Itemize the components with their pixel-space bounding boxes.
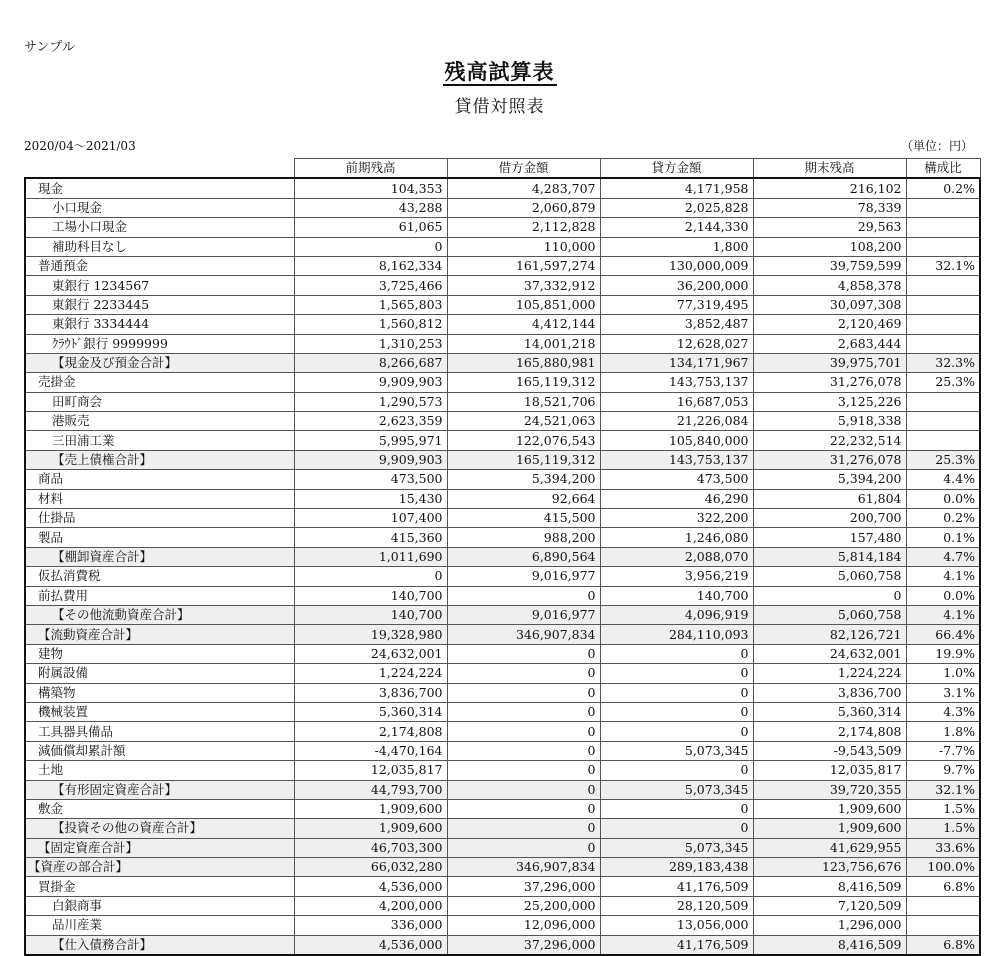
table-row <box>25 412 980 431</box>
table-row <box>25 916 980 935</box>
debit-cell: 0 <box>447 644 600 663</box>
ratio-cell: 4.4% <box>906 470 980 489</box>
prev-balance-cell: 1,909,600 <box>294 819 447 838</box>
company-name: サンプル <box>24 40 75 55</box>
subtotal-row <box>25 605 980 624</box>
prev-balance-cell: 5,360,314 <box>294 702 447 721</box>
account-cell: 白銀商事 <box>25 896 294 915</box>
ratio-cell <box>906 896 980 915</box>
end-balance-cell: 108,200 <box>753 237 906 256</box>
debit-cell: 2,112,828 <box>447 218 600 237</box>
account-cell: 補助科目なし <box>25 237 294 256</box>
ratio-cell: 3.1% <box>906 683 980 702</box>
table-row <box>25 567 980 586</box>
table-row <box>25 198 980 217</box>
ratio-cell: 6.8% <box>906 935 980 955</box>
credit-cell: 0 <box>600 644 753 663</box>
ratio-cell: 32.1% <box>906 780 980 799</box>
account-cell: 製品 <box>25 528 294 547</box>
table-row <box>25 644 980 663</box>
ratio-cell: 100.0% <box>906 858 980 877</box>
credit-cell: 289,183,438 <box>600 858 753 877</box>
credit-cell: 77,319,495 <box>600 295 753 314</box>
table-row <box>25 295 980 314</box>
prev-balance-cell: 3,725,466 <box>294 276 447 295</box>
credit-cell: 130,000,009 <box>600 256 753 275</box>
table-row <box>25 683 980 702</box>
subtotal-row <box>25 547 980 566</box>
credit-cell: 0 <box>600 722 753 741</box>
ratio-cell: 4.3% <box>906 702 980 721</box>
ratio-cell: 6.8% <box>906 877 980 896</box>
table-row <box>25 256 980 275</box>
ratio-cell: 25.3% <box>906 373 980 392</box>
prev-balance-cell: 4,200,000 <box>294 896 447 915</box>
credit-cell: 3,956,219 <box>600 567 753 586</box>
currency-unit: （単位：円） <box>900 139 973 153</box>
end-balance-cell: 31,276,078 <box>753 450 906 469</box>
table-row <box>25 315 980 334</box>
prev-balance-cell: 473,500 <box>294 470 447 489</box>
ratio-cell: -7.7% <box>906 741 980 760</box>
ratio-cell: 0.2% <box>906 509 980 528</box>
account-cell: 現金 <box>25 178 294 198</box>
header-account <box>25 159 294 179</box>
debit-cell: 2,060,879 <box>447 198 600 217</box>
credit-cell: 13,056,000 <box>600 916 753 935</box>
debit-cell: 9,016,977 <box>447 567 600 586</box>
end-balance-cell: 39,759,599 <box>753 256 906 275</box>
table-row <box>25 896 980 915</box>
prev-balance-cell: 19,328,980 <box>294 625 447 644</box>
prev-balance-cell: 61,065 <box>294 218 447 237</box>
prev-balance-cell: 0 <box>294 237 447 256</box>
end-balance-cell: 1,296,000 <box>753 916 906 935</box>
prev-balance-cell: 1,565,803 <box>294 295 447 314</box>
end-balance-cell: 8,416,509 <box>753 877 906 896</box>
debit-cell: 0 <box>447 722 600 741</box>
prev-balance-cell: 1,310,253 <box>294 334 447 353</box>
account-cell: 【現金及び預金合計】 <box>25 353 294 372</box>
end-balance-cell: 5,360,314 <box>753 702 906 721</box>
debit-cell: 415,500 <box>447 509 600 528</box>
report-title <box>0 56 999 86</box>
account-cell: 【棚卸資産合計】 <box>25 547 294 566</box>
prev-balance-cell: 3,836,700 <box>294 683 447 702</box>
account-cell: ｸﾗｳﾄﾞ銀行 9999999 <box>25 334 294 353</box>
prev-balance-cell: 9,909,903 <box>294 373 447 392</box>
account-cell: 仮払消費税 <box>25 567 294 586</box>
account-cell: 商品 <box>25 470 294 489</box>
end-balance-cell: 3,836,700 <box>753 683 906 702</box>
end-balance-cell: 157,480 <box>753 528 906 547</box>
prev-balance-cell: 2,174,808 <box>294 722 447 741</box>
prev-balance-cell: 336,000 <box>294 916 447 935</box>
account-cell: 工具器具備品 <box>25 722 294 741</box>
credit-cell: 2,088,070 <box>600 547 753 566</box>
debit-cell: 165,119,312 <box>447 373 600 392</box>
end-balance-cell: 82,126,721 <box>753 625 906 644</box>
table-row <box>25 741 980 760</box>
account-cell: 仕掛品 <box>25 509 294 528</box>
subtotal-row <box>25 819 980 838</box>
account-cell: 三田浦工業 <box>25 431 294 450</box>
end-balance-cell: 2,683,444 <box>753 334 906 353</box>
table-row <box>25 392 980 411</box>
credit-cell: 41,176,509 <box>600 877 753 896</box>
prev-balance-cell: 2,623,359 <box>294 412 447 431</box>
prev-balance-cell: 140,700 <box>294 586 447 605</box>
credit-cell: 16,687,053 <box>600 392 753 411</box>
ratio-cell <box>906 431 980 450</box>
debit-cell: 9,016,977 <box>447 605 600 624</box>
account-cell: 【固定資産合計】 <box>25 838 294 857</box>
credit-cell: 140,700 <box>600 586 753 605</box>
end-balance-cell: 7,120,509 <box>753 896 906 915</box>
credit-cell: 2,144,330 <box>600 218 753 237</box>
table-row <box>25 528 980 547</box>
debit-cell: 18,521,706 <box>447 392 600 411</box>
end-balance-cell: 22,232,514 <box>753 431 906 450</box>
ratio-cell <box>906 412 980 431</box>
debit-cell: 37,332,912 <box>447 276 600 295</box>
account-cell: 建物 <box>25 644 294 663</box>
account-cell: 【仕入債務合計】 <box>25 935 294 955</box>
debit-cell: 25,200,000 <box>447 896 600 915</box>
prev-balance-cell: 1,909,600 <box>294 799 447 818</box>
ratio-cell <box>906 916 980 935</box>
debit-cell: 161,597,274 <box>447 256 600 275</box>
debit-cell: 165,880,981 <box>447 353 600 372</box>
end-balance-cell: 123,756,676 <box>753 858 906 877</box>
debit-cell: 5,394,200 <box>447 470 600 489</box>
prev-balance-cell: 8,266,687 <box>294 353 447 372</box>
debit-cell: 6,890,564 <box>447 547 600 566</box>
debit-cell: 0 <box>447 761 600 780</box>
end-balance-cell: 12,035,817 <box>753 761 906 780</box>
end-balance-cell: 1,909,600 <box>753 799 906 818</box>
end-balance-cell: 41,629,955 <box>753 838 906 857</box>
subtotal-row <box>25 838 980 857</box>
credit-cell: 0 <box>600 799 753 818</box>
prev-balance-cell: 107,400 <box>294 509 447 528</box>
end-balance-cell: 5,060,758 <box>753 605 906 624</box>
end-balance-cell: 31,276,078 <box>753 373 906 392</box>
header-ratio: 構成比 <box>906 159 980 179</box>
ratio-cell: 1.5% <box>906 799 980 818</box>
header-debit: 借方金額 <box>447 159 600 179</box>
ratio-cell: 1.0% <box>906 664 980 683</box>
account-cell: 東銀行 2233445 <box>25 295 294 314</box>
end-balance-cell: 4,858,378 <box>753 276 906 295</box>
ratio-cell <box>906 198 980 217</box>
prev-balance-cell: 66,032,280 <box>294 858 447 877</box>
account-cell: 田町商会 <box>25 392 294 411</box>
table-row <box>25 470 980 489</box>
prev-balance-cell: 140,700 <box>294 605 447 624</box>
end-balance-cell: 5,060,758 <box>753 567 906 586</box>
table-body <box>25 178 980 955</box>
account-cell: 前払費用 <box>25 586 294 605</box>
prev-balance-cell: 24,632,001 <box>294 644 447 663</box>
table-row <box>25 489 980 508</box>
credit-cell: 4,096,919 <box>600 605 753 624</box>
table-row <box>25 722 980 741</box>
debit-cell: 165,119,312 <box>447 450 600 469</box>
subtotal-row <box>25 780 980 799</box>
credit-cell: 5,073,345 <box>600 780 753 799</box>
end-balance-cell: 1,224,224 <box>753 664 906 683</box>
table-row <box>25 877 980 896</box>
credit-cell: 46,290 <box>600 489 753 508</box>
prev-balance-cell: 415,360 <box>294 528 447 547</box>
debit-cell: 37,296,000 <box>447 935 600 955</box>
table-row <box>25 276 980 295</box>
ratio-cell: 33.6% <box>906 838 980 857</box>
account-cell: 売掛金 <box>25 373 294 392</box>
debit-cell: 0 <box>447 702 600 721</box>
ratio-cell <box>906 392 980 411</box>
prev-balance-cell: 0 <box>294 567 447 586</box>
header-credit: 貸方金額 <box>600 159 753 179</box>
subtotal-row <box>25 935 980 955</box>
account-cell: 東銀行 1234567 <box>25 276 294 295</box>
debit-cell: 0 <box>447 819 600 838</box>
ratio-cell: 32.1% <box>906 256 980 275</box>
ratio-cell <box>906 276 980 295</box>
account-cell: 構築物 <box>25 683 294 702</box>
end-balance-cell: 39,975,701 <box>753 353 906 372</box>
trial-balance-table <box>24 158 981 956</box>
table-row <box>25 799 980 818</box>
account-cell: 【流動資産合計】 <box>25 625 294 644</box>
end-balance-cell: 30,097,308 <box>753 295 906 314</box>
ratio-cell: 4.7% <box>906 547 980 566</box>
ratio-cell: 1.5% <box>906 819 980 838</box>
end-balance-cell: 78,339 <box>753 198 906 217</box>
ratio-cell <box>906 315 980 334</box>
credit-cell: 28,120,509 <box>600 896 753 915</box>
end-balance-cell: 61,804 <box>753 489 906 508</box>
account-cell: 小口現金 <box>25 198 294 217</box>
prev-balance-cell: 4,536,000 <box>294 877 447 896</box>
prev-balance-cell: 46,703,300 <box>294 838 447 857</box>
credit-cell: 284,110,093 <box>600 625 753 644</box>
end-balance-cell: 200,700 <box>753 509 906 528</box>
prev-balance-cell: 5,995,971 <box>294 431 447 450</box>
end-balance-cell: 5,918,338 <box>753 412 906 431</box>
end-balance-cell: 216,102 <box>753 178 906 198</box>
prev-balance-cell: 8,162,334 <box>294 256 447 275</box>
table-row <box>25 178 980 198</box>
credit-cell: 322,200 <box>600 509 753 528</box>
ratio-cell: 4.1% <box>906 605 980 624</box>
credit-cell: 1,246,080 <box>600 528 753 547</box>
credit-cell: 143,753,137 <box>600 373 753 392</box>
debit-cell: 0 <box>447 780 600 799</box>
prev-balance-cell: 104,353 <box>294 178 447 198</box>
account-cell: 工場小口現金 <box>25 218 294 237</box>
prev-balance-cell: 9,909,903 <box>294 450 447 469</box>
subtotal-row <box>25 858 980 877</box>
account-cell: 【その他流動資産合計】 <box>25 605 294 624</box>
debit-cell: 122,076,543 <box>447 431 600 450</box>
credit-cell: 41,176,509 <box>600 935 753 955</box>
end-balance-cell: 24,632,001 <box>753 644 906 663</box>
credit-cell: 5,073,345 <box>600 838 753 857</box>
ratio-cell: 9.7% <box>906 761 980 780</box>
table-row <box>25 431 980 450</box>
end-balance-cell: 1,909,600 <box>753 819 906 838</box>
account-cell: 普通預金 <box>25 256 294 275</box>
credit-cell: 36,200,000 <box>600 276 753 295</box>
subtotal-row <box>25 625 980 644</box>
account-cell: 【投資その他の資産合計】 <box>25 819 294 838</box>
credit-cell: 134,171,967 <box>600 353 753 372</box>
account-cell: 買掛金 <box>25 877 294 896</box>
end-balance-cell: 3,125,226 <box>753 392 906 411</box>
debit-cell: 988,200 <box>447 528 600 547</box>
account-cell: 【売上債権合計】 <box>25 450 294 469</box>
ratio-cell: 66.4% <box>906 625 980 644</box>
account-cell: 【資産の部合計】 <box>25 858 294 877</box>
end-balance-cell: 29,563 <box>753 218 906 237</box>
credit-cell: 4,171,958 <box>600 178 753 198</box>
debit-cell: 346,907,834 <box>447 858 600 877</box>
credit-cell: 2,025,828 <box>600 198 753 217</box>
account-cell: 土地 <box>25 761 294 780</box>
prev-balance-cell: 1,290,573 <box>294 392 447 411</box>
ratio-cell <box>906 295 980 314</box>
debit-cell: 0 <box>447 586 600 605</box>
credit-cell: 0 <box>600 819 753 838</box>
account-cell: 機械装置 <box>25 702 294 721</box>
end-balance-cell: 39,720,355 <box>753 780 906 799</box>
debit-cell: 37,296,000 <box>447 877 600 896</box>
table-row <box>25 218 980 237</box>
ratio-cell: 0.2% <box>906 178 980 198</box>
account-cell: 港販売 <box>25 412 294 431</box>
report-title-text: 残高試算表 <box>444 59 555 84</box>
table-row <box>25 334 980 353</box>
account-cell: 【有形固定資産合計】 <box>25 780 294 799</box>
prev-balance-cell: 1,224,224 <box>294 664 447 683</box>
subtotal-row <box>25 450 980 469</box>
account-cell: 敷金 <box>25 799 294 818</box>
ratio-cell: 32.3% <box>906 353 980 372</box>
prev-balance-cell: 1,011,690 <box>294 547 447 566</box>
credit-cell: 105,840,000 <box>600 431 753 450</box>
header-end-balance: 期末残高 <box>753 159 906 179</box>
account-cell: 減価償却累計額 <box>25 741 294 760</box>
end-balance-cell: -9,543,509 <box>753 741 906 760</box>
ratio-cell: 1.8% <box>906 722 980 741</box>
ratio-cell: 25.3% <box>906 450 980 469</box>
credit-cell: 0 <box>600 664 753 683</box>
debit-cell: 92,664 <box>447 489 600 508</box>
credit-cell: 3,852,487 <box>600 315 753 334</box>
debit-cell: 0 <box>447 683 600 702</box>
credit-cell: 12,628,027 <box>600 334 753 353</box>
debit-cell: 12,096,000 <box>447 916 600 935</box>
header-prev-balance: 前期残高 <box>294 159 447 179</box>
table-row <box>25 509 980 528</box>
end-balance-cell: 5,394,200 <box>753 470 906 489</box>
prev-balance-cell: 1,560,812 <box>294 315 447 334</box>
account-cell: 品川産業 <box>25 916 294 935</box>
end-balance-cell: 5,814,184 <box>753 547 906 566</box>
debit-cell: 110,000 <box>447 237 600 256</box>
prev-balance-cell: -4,470,164 <box>294 741 447 760</box>
debit-cell: 0 <box>447 799 600 818</box>
debit-cell: 0 <box>447 838 600 857</box>
table-row <box>25 237 980 256</box>
ratio-cell <box>906 218 980 237</box>
credit-cell: 0 <box>600 761 753 780</box>
ratio-cell <box>906 334 980 353</box>
account-cell: 附属設備 <box>25 664 294 683</box>
debit-cell: 24,521,063 <box>447 412 600 431</box>
prev-balance-cell: 12,035,817 <box>294 761 447 780</box>
credit-cell: 0 <box>600 683 753 702</box>
subtotal-row <box>25 353 980 372</box>
report-subtitle: 貸借対照表 <box>454 97 545 117</box>
credit-cell: 1,800 <box>600 237 753 256</box>
table-row <box>25 761 980 780</box>
ratio-cell: 0.1% <box>906 528 980 547</box>
debit-cell: 346,907,834 <box>447 625 600 644</box>
prev-balance-cell: 4,536,000 <box>294 935 447 955</box>
prev-balance-cell: 15,430 <box>294 489 447 508</box>
ratio-cell: 4.1% <box>906 567 980 586</box>
debit-cell: 0 <box>447 741 600 760</box>
table-row <box>25 373 980 392</box>
table-row <box>25 702 980 721</box>
table-row <box>25 586 980 605</box>
table-row <box>25 664 980 683</box>
ratio-cell: 0.0% <box>906 586 980 605</box>
ratio-cell <box>906 237 980 256</box>
account-cell: 東銀行 3334444 <box>25 315 294 334</box>
credit-cell: 21,226,084 <box>600 412 753 431</box>
ratio-cell: 19.9% <box>906 644 980 663</box>
debit-cell: 4,412,144 <box>447 315 600 334</box>
table-header-row <box>25 159 980 179</box>
end-balance-cell: 2,174,808 <box>753 722 906 741</box>
prev-balance-cell: 44,793,700 <box>294 780 447 799</box>
end-balance-cell: 0 <box>753 586 906 605</box>
credit-cell: 143,753,137 <box>600 450 753 469</box>
debit-cell: 14,001,218 <box>447 334 600 353</box>
report-period: 2020/04～2021/03 <box>24 139 136 153</box>
prev-balance-cell: 43,288 <box>294 198 447 217</box>
debit-cell: 4,283,707 <box>447 178 600 198</box>
ratio-cell: 0.0% <box>906 489 980 508</box>
end-balance-cell: 2,120,469 <box>753 315 906 334</box>
debit-cell: 105,851,000 <box>447 295 600 314</box>
debit-cell: 0 <box>447 664 600 683</box>
account-cell: 材料 <box>25 489 294 508</box>
credit-cell: 473,500 <box>600 470 753 489</box>
credit-cell: 0 <box>600 702 753 721</box>
credit-cell: 5,073,345 <box>600 741 753 760</box>
end-balance-cell: 8,416,509 <box>753 935 906 955</box>
